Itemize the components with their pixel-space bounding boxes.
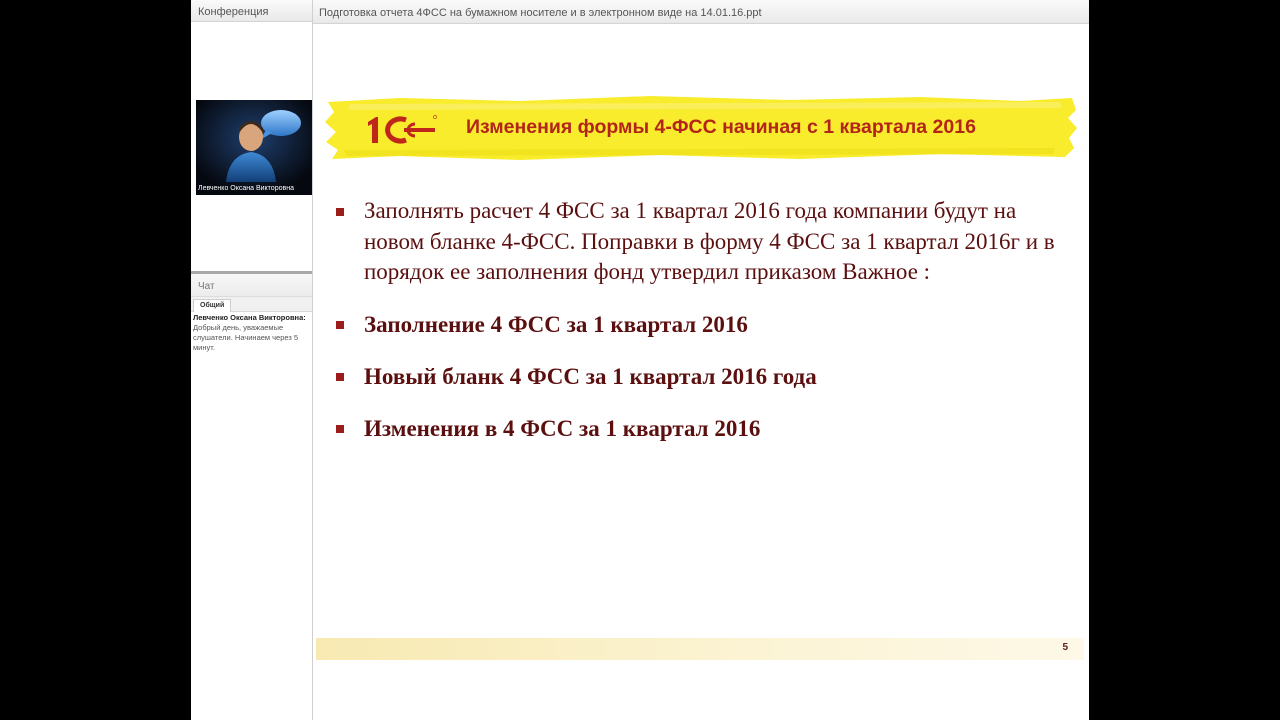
slide-title: Изменения формы 4-ФСС начиная с 1 квартала 2016 xyxy=(466,116,976,138)
bullet-text: Заполнять расчет 4 ФСС за 1 квартал 2016 года компании будут на новом бланке 4-ФСС. Поправки в форму 4 ФСС за 1 квартал 2016г и в порядок ее заполнения фонд утвердил приказом Важное : xyxy=(364,198,1055,284)
presentation-slide xyxy=(316,80,1088,664)
slide-title-band xyxy=(320,88,1080,166)
chat-tab-general[interactable]: Общий xyxy=(193,299,231,312)
bullet-item xyxy=(336,196,1066,288)
bullet-square-icon xyxy=(336,208,344,216)
presenter-avatar-icon xyxy=(196,100,312,195)
chat-message xyxy=(191,312,312,353)
bullet-square-icon xyxy=(336,425,344,433)
bullet-text: Заполнение 4 ФСС за 1 квартал 2016 xyxy=(364,311,748,337)
bullet-square-icon xyxy=(336,321,344,329)
chat-message-author: Левченко Оксана Викторовна: xyxy=(193,313,306,322)
chat-pod xyxy=(191,271,312,353)
presenter-video[interactable] xyxy=(196,100,312,195)
bullet-item xyxy=(336,415,1066,443)
slide-page-number: 5 xyxy=(1062,642,1068,653)
presenter-name: Левченко Оксана Викторовна xyxy=(198,185,294,192)
slide-footer-band xyxy=(316,638,1084,660)
share-pod xyxy=(313,0,1089,720)
bullet-square-icon xyxy=(336,373,344,381)
conference-pod-header: Конференция xyxy=(191,0,312,22)
bullet-text: Новый бланк 4 ФСС за 1 квартал 2016 года xyxy=(364,363,817,389)
slide-bullet-list xyxy=(336,196,1066,443)
chat-message-text: Добрый день, уважаемые слушатели. Начинаем через 5 минут. xyxy=(193,323,299,352)
chat-header: Чат xyxy=(191,271,312,297)
bullet-item xyxy=(336,311,1066,339)
left-panel xyxy=(191,0,313,720)
bullet-text: Изменения в 4 ФСС за 1 квартал 2016 xyxy=(364,415,761,441)
1c-logo-icon xyxy=(367,114,437,146)
chat-tab-bar xyxy=(191,297,312,312)
document-title: Подготовка отчета 4ФСС на бумажном носителе и в электронном виде на 14.01.16.ppt xyxy=(313,0,1089,24)
conference-app xyxy=(191,0,1089,720)
bullet-item xyxy=(336,363,1066,391)
